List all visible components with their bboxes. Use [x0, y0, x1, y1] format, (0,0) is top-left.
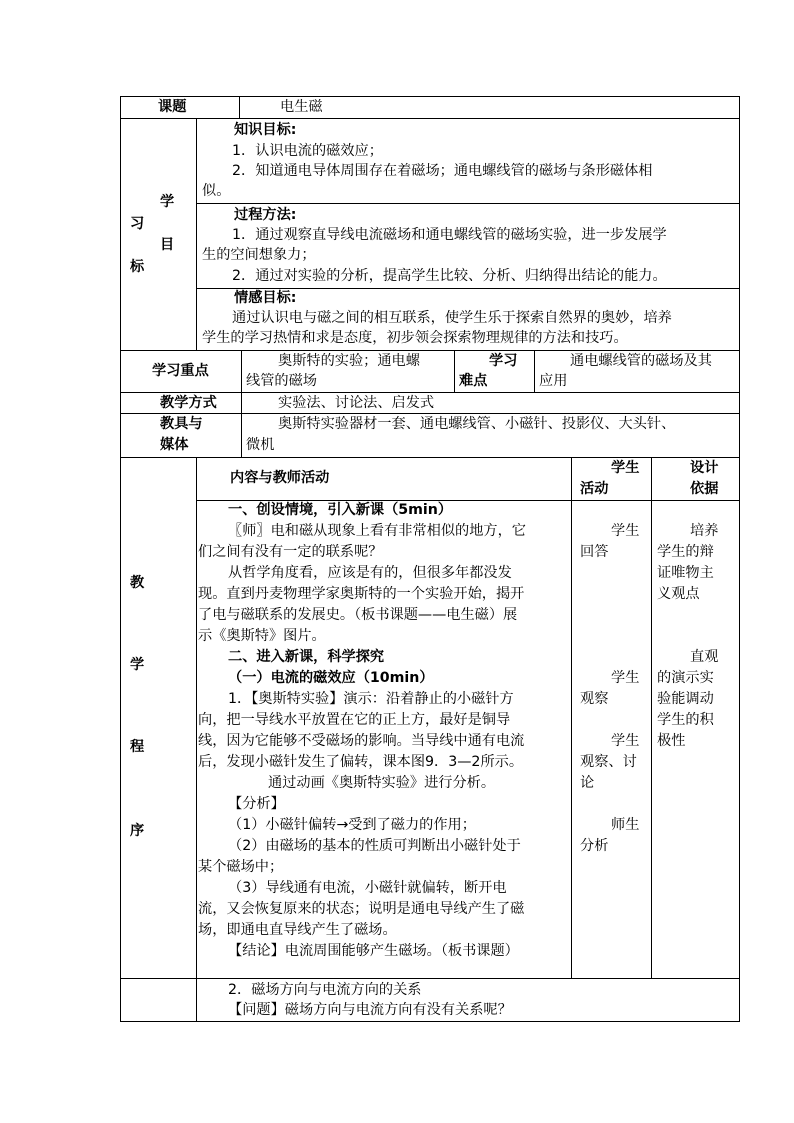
content-line: 流，又会恢复原来的状态；说明是通电导线产生了磁: [198, 901, 525, 917]
objectives-side-char: 目: [160, 237, 175, 253]
student-activity-line: 论: [580, 775, 595, 791]
course-label: 课题: [158, 99, 187, 115]
content-line: 现。直到丹麦物理学家奥斯特的一个实验开始，揭开: [198, 586, 525, 602]
next-section-line: 【问题】磁场方向与电流方向有没有关系呢？: [228, 1002, 512, 1018]
row-line: [120, 118, 740, 119]
objectives-side-char: 习: [130, 216, 145, 232]
focus-value-line: 线管的磁场: [246, 373, 317, 389]
border-bottom: [120, 1021, 740, 1022]
content-line: 1．【奥斯特实验】演示：沿着静止的小磁针方: [228, 691, 514, 707]
design-basis-line: 学生的辩: [657, 544, 714, 560]
col-line: [571, 457, 572, 979]
content-line: 场，即通电直导线产生了磁场。: [198, 922, 397, 938]
design-basis-line: 学生的积: [657, 712, 714, 728]
content-line: 二、进入新课，科学探究: [228, 649, 385, 665]
emotion-line: 通过认识电与磁之间的相互联系，使学生乐于探索自然界的奥妙，培养: [232, 310, 672, 326]
student-activity-line: 观察: [580, 691, 609, 707]
student-activity-line: 学生: [611, 733, 640, 749]
difficulty-label-line: 难点: [459, 373, 488, 389]
process-line: 1．通过观察直导线电流磁场和通电螺线管的磁场实验，进一步发展学: [232, 227, 667, 243]
knowledge-line: 1．认识电流的磁效应；: [232, 143, 383, 159]
next-section-line: 2．磁场方向与电流方向的关系: [228, 982, 422, 998]
design-header-line: 依据: [690, 481, 719, 497]
student-activity-line: 学生: [611, 523, 640, 539]
content-line: 某个磁场中；: [198, 859, 284, 875]
border-top: [120, 96, 740, 97]
student-activity-line: 回答: [580, 544, 609, 560]
emotion-title: 情感目标:: [234, 290, 297, 306]
content-line: 【分析】: [228, 796, 285, 812]
difficulty-value-line: 通电螺线管的磁场及其: [570, 353, 712, 369]
col-line: [454, 350, 455, 393]
content-line: 从哲学角度看，应该是有的，但很多年都没发: [228, 565, 512, 581]
student-activity-line: 观察、讨: [580, 754, 637, 770]
student-header-line: 活动: [580, 481, 609, 497]
design-basis-line: 义观点: [657, 586, 700, 602]
process-line: 2．通过对实验的分析，提高学生比较、分析、归纳得出结论的能力。: [232, 268, 667, 284]
design-basis-line: 证唯物主: [657, 565, 714, 581]
content-line: 【结论】电流周围能够产生磁场。（板书课题）: [228, 943, 519, 959]
student-activity-line: 师生: [611, 817, 640, 833]
design-basis-line: 验能调动: [657, 691, 714, 707]
col-line: [534, 350, 535, 393]
media-value-line: 微机: [246, 437, 275, 453]
method-value: 实验法、讨论法、启发式: [278, 395, 435, 411]
border-left: [120, 96, 121, 1022]
focus-value-line: 奥斯特的实验；通电螺: [278, 353, 420, 369]
media-label-line: 教具与: [160, 416, 203, 432]
knowledge-line: 似。: [202, 183, 231, 199]
objectives-side-char: 学: [160, 194, 175, 210]
design-basis-line: 培养: [690, 523, 719, 539]
content-line: （2）由磁场的基本的性质可判断出小磁针处于: [228, 838, 521, 854]
content-line: 后，发现小磁针发生了偏转，课本图9．3—2所示。: [198, 754, 524, 770]
knowledge-line: 2．知道通电导体周围存在着磁场；通电螺线管的磁场与条形磁体相: [232, 163, 653, 179]
process-title: 过程方法:: [234, 207, 297, 223]
row-line: [196, 203, 740, 204]
process-line: 生的空间想象力；: [202, 247, 316, 263]
course-value: 电生磁: [280, 99, 323, 115]
difficulty-label-line: 学习: [489, 353, 518, 369]
media-label-line: 媒体: [160, 437, 189, 453]
objectives-side-char: 标: [130, 259, 145, 275]
design-basis-line: 极性: [657, 733, 686, 749]
student-activity-line: 学生: [611, 670, 640, 686]
difficulty-value-line: 应用: [539, 373, 568, 389]
content-header: 内容与教师活动: [230, 470, 330, 486]
procedure-side-char: 学: [130, 657, 145, 673]
student-header-line: 学生: [611, 460, 640, 476]
content-line: 示《奥斯特》图片。: [198, 628, 326, 644]
row-line: [120, 978, 740, 979]
content-line: 一、创设情境，引入新课（5min）: [228, 502, 453, 518]
media-value-line: 奥斯特实验器材一套、通电螺线管、小磁针、投影仪、大头针、: [278, 416, 676, 432]
knowledge-title: 知识目标:: [234, 122, 297, 138]
procedure-side-char: 程: [130, 739, 145, 755]
procedure-side-char: 教: [130, 575, 145, 591]
content-line: （1）小磁针偏转→受到了磁力的作用；: [228, 817, 476, 833]
design-header-line: 设计: [690, 460, 719, 476]
content-line: 们之间有没有一定的联系呢？: [198, 544, 383, 560]
col-line: [239, 96, 240, 119]
content-line: 〖师〗电和磁从现象上看有非常相似的地方，它: [228, 523, 526, 539]
design-basis-line: 的演示实: [657, 670, 714, 686]
row-line: [120, 457, 740, 458]
content-line: 向，把一导线水平放置在它的正上方，最好是铜导: [198, 712, 511, 728]
method-label: 教学方式: [160, 395, 217, 411]
focus-label: 学习重点: [152, 363, 209, 379]
content-line: 通过动画《奥斯特实验》进行分析。: [268, 775, 496, 791]
border-right: [739, 96, 740, 1022]
col-line: [196, 457, 197, 1022]
procedure-side-char: 序: [130, 823, 145, 839]
content-line: （3）导线通有电流，小磁针就偏转，断开电: [228, 880, 507, 896]
content-line: 线，因为它能够不受磁场的影响。当导线中通有电流: [198, 733, 525, 749]
col-line: [651, 457, 652, 979]
student-activity-line: 分析: [580, 838, 609, 854]
col-line: [196, 118, 197, 351]
content-line: （一）电流的磁效应（10min）: [228, 670, 434, 686]
content-line: 了电与磁联系的发展史。（板书课题——电生磁）展: [198, 607, 518, 623]
design-basis-line: 直观: [690, 649, 719, 665]
emotion-line: 学生的学习热情和求是态度，初步领会探索物理规律的方法和技巧。: [202, 330, 628, 346]
col-line: [241, 350, 242, 458]
